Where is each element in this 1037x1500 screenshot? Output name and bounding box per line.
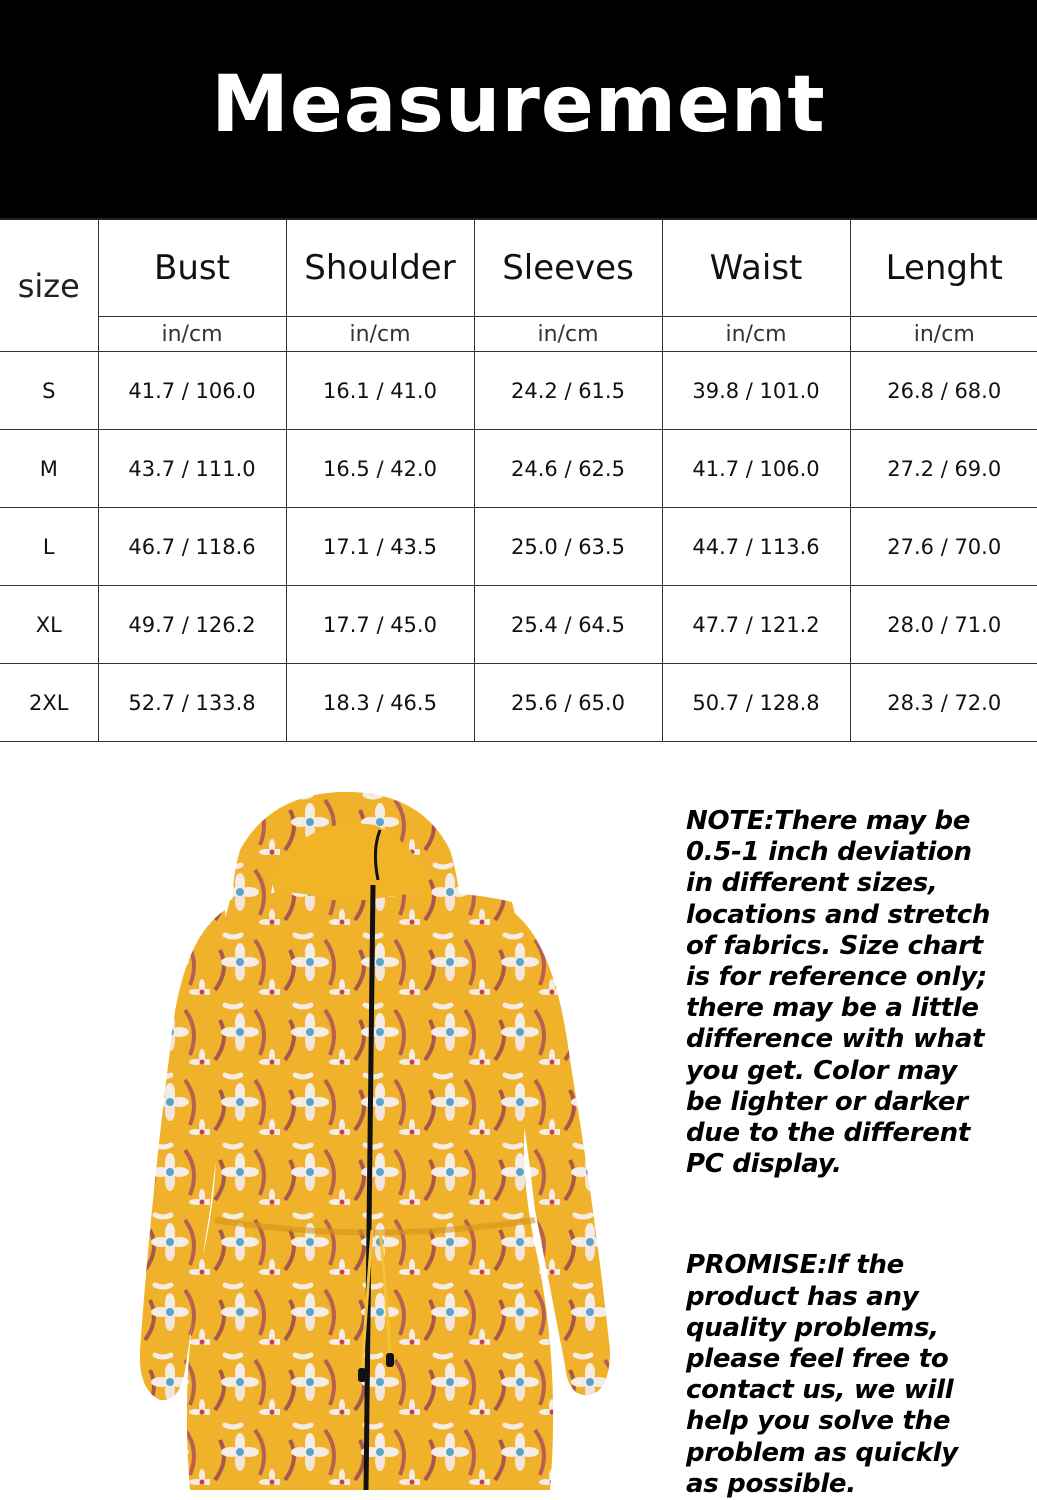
- measurement-cell: 39.8 / 101.0: [662, 352, 850, 430]
- column-header-length: Lenght: [850, 219, 1037, 317]
- size-header: size: [0, 219, 98, 352]
- table-row: [0, 664, 1037, 742]
- column-header-bust: Bust: [98, 219, 286, 317]
- measurement-cell: 16.5 / 42.0: [286, 430, 474, 508]
- column-header-waist: Waist: [662, 219, 850, 317]
- promise-text: PROMISE:If the product has any quality problems, please feel free to contact us, we will help you solve the problem as quickly as possible.: [686, 1250, 958, 1499]
- measurement-cell: 49.7 / 126.2: [98, 586, 286, 664]
- measurement-cell: 25.4 / 64.5: [474, 586, 662, 664]
- size-cell: 2XL: [0, 664, 98, 742]
- measurement-cell: 46.7 / 118.6: [98, 508, 286, 586]
- jacket-product-image: [140, 790, 610, 1495]
- banner-title: Measurement: [211, 60, 826, 150]
- unit-label: in/cm: [286, 317, 474, 352]
- notes-panel: [686, 806, 1026, 1500]
- size-cell: M: [0, 430, 98, 508]
- measurement-cell: 27.6 / 70.0: [850, 508, 1037, 586]
- size-cell: XL: [0, 586, 98, 664]
- note-text: NOTE:There may be 0.5-1 inch deviation in different sizes, locations and stretch of fabrics. Size chart is for reference only; there may be a little difference with what you get. Color may be lighter or darker due to the different PC display.: [686, 806, 991, 1180]
- measurement-cell: 25.0 / 63.5: [474, 508, 662, 586]
- unit-label: in/cm: [474, 317, 662, 352]
- unit-label: in/cm: [850, 317, 1037, 352]
- column-header-shoulder: Shoulder: [286, 219, 474, 317]
- measurement-cell: 28.0 / 71.0: [850, 586, 1037, 664]
- size-cell: S: [0, 352, 98, 430]
- unit-row: [0, 317, 1037, 352]
- unit-label: in/cm: [662, 317, 850, 352]
- title-banner: [0, 0, 1037, 218]
- measurement-cell: 41.7 / 106.0: [98, 352, 286, 430]
- measurement-cell: 44.7 / 113.6: [662, 508, 850, 586]
- measurement-cell: 16.1 / 41.0: [286, 352, 474, 430]
- table-row: [0, 508, 1037, 586]
- measurement-cell: 26.8 / 68.0: [850, 352, 1037, 430]
- size-cell: L: [0, 508, 98, 586]
- measurement-cell: 50.7 / 128.8: [662, 664, 850, 742]
- column-header-sleeves: Sleeves: [474, 219, 662, 317]
- measurement-cell: 52.7 / 133.8: [98, 664, 286, 742]
- measurement-cell: 28.3 / 72.0: [850, 664, 1037, 742]
- measurement-cell: 17.7 / 45.0: [286, 586, 474, 664]
- measurement-cell: 18.3 / 46.5: [286, 664, 474, 742]
- measurement-cell: 17.1 / 43.5: [286, 508, 474, 586]
- size-chart-table: [0, 218, 1037, 742]
- measurement-cell: 24.6 / 62.5: [474, 430, 662, 508]
- jacket-illustration: [140, 790, 610, 1495]
- table-row: [0, 430, 1037, 508]
- table-row: [0, 352, 1037, 430]
- measurement-cell: 43.7 / 111.0: [98, 430, 286, 508]
- measurement-cell: 25.6 / 65.0: [474, 664, 662, 742]
- measurement-cell: 24.2 / 61.5: [474, 352, 662, 430]
- measurement-cell: 27.2 / 69.0: [850, 430, 1037, 508]
- table-row: [0, 586, 1037, 664]
- measurement-cell: 47.7 / 121.2: [662, 586, 850, 664]
- unit-label: in/cm: [98, 317, 286, 352]
- measurement-cell: 41.7 / 106.0: [662, 430, 850, 508]
- header-row: [0, 219, 1037, 317]
